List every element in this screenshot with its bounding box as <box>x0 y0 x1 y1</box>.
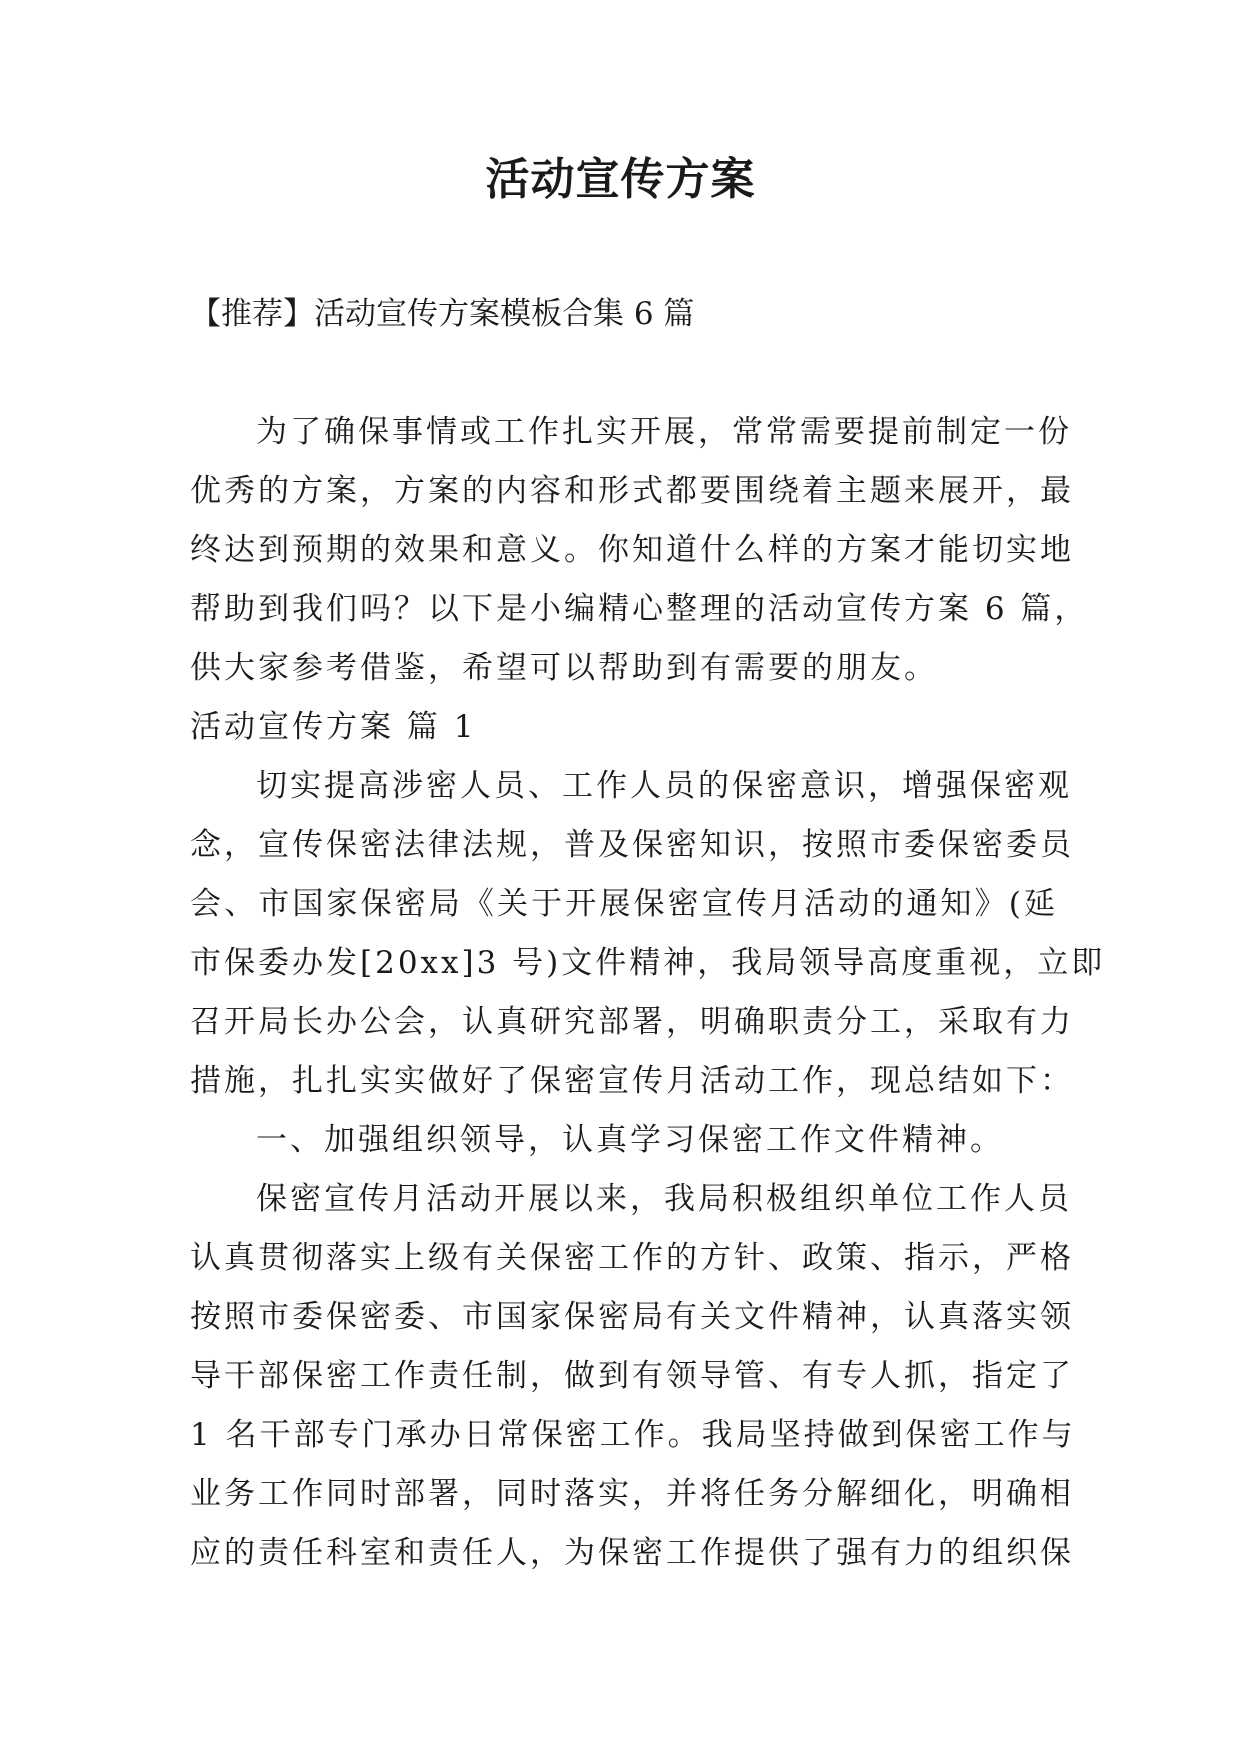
document-subtitle: 【推荐】活动宣传方案模板合集 6 篇 <box>190 296 695 332</box>
paragraph-line: 召开局长办公会，认真研究部署，明确职责分工，采取有力 <box>190 1004 1074 1040</box>
paragraph-line: 市保委办发[20xx]3 号)文件精神，我局领导高度重视，立即 <box>190 945 1106 981</box>
paragraph-line: 帮助到我们吗？以下是小编精心整理的活动宣传方案 6 篇， <box>190 591 1089 627</box>
paragraph-line: 导干部保密工作责任制，做到有领导管、有专人抓，指定了 <box>190 1358 1074 1394</box>
paragraph-line: 业务工作同时部署，同时落实，并将任务分解细化，明确相 <box>190 1476 1074 1512</box>
paragraph-line: 念，宣传保密法律法规，普及保密知识，按照市委保密委员 <box>190 827 1074 863</box>
paragraph-line: 供大家参考借鉴，希望可以帮助到有需要的朋友。 <box>190 650 938 686</box>
paragraph-line: 措施，扎扎实实做好了保密宣传月活动工作，现总结如下： <box>190 1063 1074 1099</box>
paragraph-line: 切实提高涉密人员、工作人员的保密意识，增强保密观 <box>256 768 1072 804</box>
paragraph-line: 按照市委保密委、市国家保密局有关文件精神，认真落实领 <box>190 1299 1074 1335</box>
paragraph-line: 1 名干部专门承办日常保密工作。我局坚持做到保密工作与 <box>190 1417 1076 1453</box>
paragraph-line: 应的责任科室和责任人，为保密工作提供了强有力的组织保 <box>190 1535 1074 1571</box>
document-title: 活动宣传方案 <box>485 154 756 205</box>
paragraph-line: 认真贯彻落实上级有关保密工作的方针、政策、指示，严格 <box>190 1240 1074 1276</box>
paragraph-line: 终达到预期的效果和意义。你知道什么样的方案才能切实地 <box>190 532 1074 568</box>
paragraph-line: 优秀的方案，方案的内容和形式都要围绕着主题来展开，最 <box>190 473 1074 509</box>
document-body <box>190 403 1106 1583</box>
paragraph-line: 会、市国家保密局《关于开展保密宣传月活动的通知》(延 <box>190 886 1058 922</box>
section-heading: 活动宣传方案 篇 1 <box>190 709 477 745</box>
subsection-heading: 一、加强组织领导，认真学习保密工作文件精神。 <box>256 1122 1004 1158</box>
paragraph-line: 保密宣传月活动开展以来，我局积极组织单位工作人员 <box>256 1181 1072 1217</box>
paragraph-line: 为了确保事情或工作扎实开展，常常需要提前制定一份 <box>256 414 1072 450</box>
